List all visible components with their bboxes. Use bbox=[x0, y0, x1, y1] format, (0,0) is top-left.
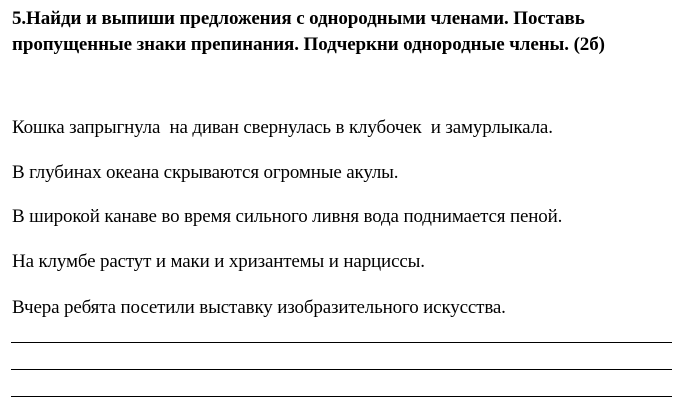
sentence-3: В широкой канаве во время сильного ливня вода поднимается пеной. bbox=[12, 206, 563, 227]
sentence-1: Кошка запрыгнула на диван свернулась в клубочек и замурлыкала. bbox=[12, 117, 553, 138]
sentence-5: Вчера ребята посетили выставку изобразительного искусства. bbox=[12, 297, 506, 318]
answer-line-1 bbox=[11, 342, 672, 343]
answer-line-3 bbox=[11, 396, 672, 397]
task-heading bbox=[12, 6, 672, 58]
task-heading-line-2: пропущенные знаки препинания. Подчеркни однородные члены. (2б) bbox=[12, 34, 605, 55]
sentence-2: В глубинах океана скрываются огромные акулы. bbox=[12, 162, 399, 183]
answer-line-2 bbox=[11, 369, 672, 370]
sentence-4: На клумбе растут и маки и хризантемы и нарциссы. bbox=[12, 251, 425, 272]
task-heading-line-1: 5.Найди и выпиши предложения с однородными членами. Поставь bbox=[12, 8, 585, 29]
